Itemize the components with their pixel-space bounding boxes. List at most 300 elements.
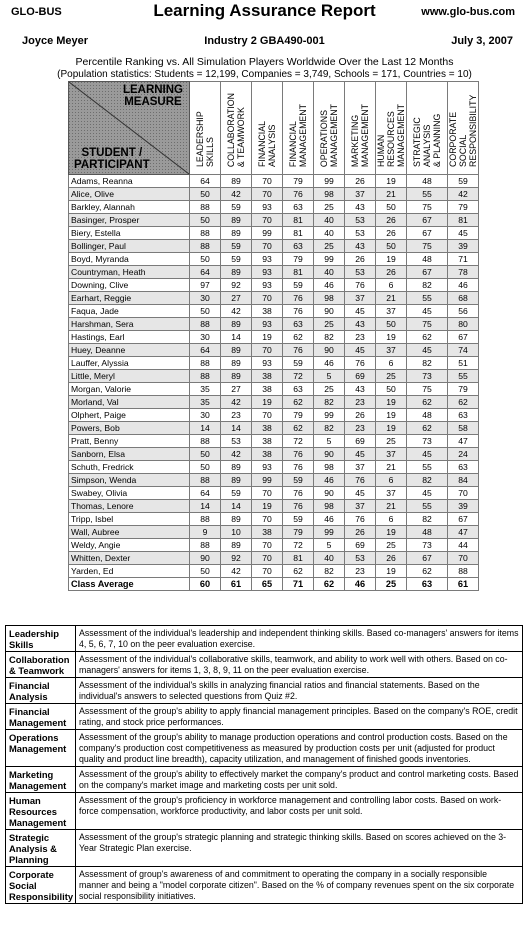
percentile-cell: 89 — [221, 318, 252, 331]
percentile-cell: 88 — [190, 513, 221, 526]
percentile-cell: 70 — [252, 513, 283, 526]
table-row — [69, 201, 479, 214]
percentile-cell: 90 — [314, 487, 345, 500]
percentile-cell: 42 — [221, 448, 252, 461]
measure-column-header — [221, 82, 252, 175]
percentile-cell: 46 — [314, 357, 345, 370]
percentile-cell: 38 — [252, 526, 283, 539]
percentile-cell: 21 — [376, 292, 407, 305]
percentile-cell: 82 — [314, 565, 345, 578]
percentile-cell: 53 — [345, 214, 376, 227]
percentile-cell: 30 — [190, 409, 221, 422]
percentile-cell: 67 — [448, 513, 479, 526]
participant-name: Lauffer, Alyssia — [69, 357, 190, 370]
percentile-cell: 43 — [345, 318, 376, 331]
definition-term: Human Resources Management — [6, 793, 76, 830]
percentile-cell: 19 — [376, 409, 407, 422]
table-row — [69, 292, 479, 305]
percentile-cell: 82 — [314, 422, 345, 435]
class-average-cell: 61 — [221, 578, 252, 591]
percentile-cell: 25 — [314, 240, 345, 253]
percentile-cell: 14 — [190, 422, 221, 435]
percentile-cell: 93 — [252, 253, 283, 266]
corner-student-label — [74, 147, 150, 171]
percentile-cell: 62 — [407, 331, 448, 344]
percentile-cell: 48 — [407, 253, 448, 266]
percentile-cell: 39 — [448, 500, 479, 513]
percentile-cell: 25 — [314, 201, 345, 214]
measure-label-line: STRATEGIC ANALYSIS — [412, 117, 432, 167]
percentile-cell: 81 — [283, 266, 314, 279]
percentile-cell: 37 — [345, 292, 376, 305]
participant-name: Thomas, Lenore — [69, 500, 190, 513]
measure-column-label — [226, 89, 246, 171]
measure-column-header — [448, 82, 479, 175]
class-average-cell: 25 — [376, 578, 407, 591]
percentile-cell: 47 — [448, 435, 479, 448]
percentile-cell: 5 — [314, 539, 345, 552]
percentile-cell: 45 — [345, 487, 376, 500]
table-row — [69, 487, 479, 500]
percentile-cell: 90 — [314, 344, 345, 357]
percentile-cell: 50 — [190, 305, 221, 318]
percentile-cell: 14 — [221, 422, 252, 435]
percentile-cell: 70 — [252, 175, 283, 188]
percentile-cell: 82 — [407, 357, 448, 370]
participant-name: Swabey, Olivia — [69, 487, 190, 500]
measure-column-label — [195, 79, 215, 171]
percentile-cell: 67 — [407, 227, 448, 240]
percentile-cell: 42 — [448, 188, 479, 201]
corner-student-line: STUDENT / — [81, 147, 143, 159]
percentile-cell: 63 — [283, 201, 314, 214]
participant-name: Weldy, Angie — [69, 539, 190, 552]
percentile-cell: 37 — [345, 188, 376, 201]
percentile-cell: 88 — [190, 370, 221, 383]
corner-measure-label — [123, 84, 183, 108]
percentile-cell: 70 — [252, 487, 283, 500]
measure-column-header — [345, 82, 376, 175]
definition-term: Collaboration & Teamwork — [6, 652, 76, 678]
percentile-cell: 62 — [283, 422, 314, 435]
measure-column-label — [448, 79, 478, 171]
percentile-cell: 70 — [252, 240, 283, 253]
percentile-cell: 55 — [407, 188, 448, 201]
definition-term: Corporate Social Responsibility — [6, 867, 76, 904]
percentile-cell: 19 — [376, 526, 407, 539]
brand-name: GLO-BUS — [11, 6, 62, 18]
percentile-cell: 70 — [252, 565, 283, 578]
table-row — [69, 422, 479, 435]
percentile-cell: 19 — [376, 175, 407, 188]
percentile-cell: 93 — [252, 266, 283, 279]
percentile-cell: 6 — [376, 513, 407, 526]
measure-column-header — [407, 82, 448, 175]
measure-column-label — [257, 117, 277, 171]
participant-name: Morgan, Valorie — [69, 383, 190, 396]
measure-label-line: FINANCIAL — [288, 121, 298, 167]
percentile-cell: 26 — [345, 253, 376, 266]
definitions-body — [6, 626, 523, 904]
percentile-cell: 19 — [376, 565, 407, 578]
percentile-cell: 50 — [190, 461, 221, 474]
table-row — [69, 240, 479, 253]
measure-label-line: COLLABORATION — [226, 92, 236, 167]
percentile-cell: 62 — [283, 565, 314, 578]
percentile-cell: 76 — [345, 474, 376, 487]
percentile-cell: 88 — [190, 318, 221, 331]
percentile-cell: 88 — [190, 435, 221, 448]
percentile-cell: 70 — [252, 409, 283, 422]
percentile-cell: 73 — [407, 435, 448, 448]
definition-row — [6, 793, 523, 830]
definition-text: Assessment of the group's strategic planning and strategic thinking skills. Based on scores achieved on the 3-Year Strategic Plan exercise. — [76, 830, 523, 867]
participant-name: Biery, Estella — [69, 227, 190, 240]
percentile-cell: 53 — [345, 266, 376, 279]
percentile-cell: 78 — [448, 266, 479, 279]
percentile-cell: 70 — [252, 214, 283, 227]
definitions-table — [5, 625, 523, 904]
measure-column-header — [314, 82, 345, 175]
percentile-cell: 45 — [345, 448, 376, 461]
percentile-cell: 44 — [448, 539, 479, 552]
percentile-cell: 63 — [448, 461, 479, 474]
percentile-cell: 42 — [221, 305, 252, 318]
percentile-cell: 70 — [252, 344, 283, 357]
percentile-cell: 40 — [314, 214, 345, 227]
percentile-cell: 76 — [283, 344, 314, 357]
percentile-cell: 82 — [407, 279, 448, 292]
percentile-cell: 25 — [314, 318, 345, 331]
percentile-cell: 53 — [345, 227, 376, 240]
percentile-cell: 63 — [448, 409, 479, 422]
participant-name: Tripp, Isbel — [69, 513, 190, 526]
definition-row — [6, 830, 523, 867]
percentile-cell: 82 — [407, 513, 448, 526]
percentile-cell: 98 — [314, 188, 345, 201]
percentile-cell: 92 — [221, 279, 252, 292]
percentile-cell: 10 — [221, 526, 252, 539]
percentile-cell: 93 — [252, 201, 283, 214]
percentile-cell: 14 — [190, 500, 221, 513]
percentile-cell: 55 — [448, 370, 479, 383]
percentile-cell: 82 — [314, 396, 345, 409]
percentile-cell: 26 — [376, 214, 407, 227]
percentile-cell: 76 — [283, 448, 314, 461]
table-corner-header — [69, 82, 190, 175]
percentile-cell: 73 — [407, 370, 448, 383]
class-average-cell: 60 — [190, 578, 221, 591]
participant-name: Bollinger, Paul — [69, 240, 190, 253]
percentile-cell: 70 — [252, 292, 283, 305]
percentile-cell: 6 — [376, 279, 407, 292]
percentile-cell: 59 — [448, 175, 479, 188]
percentile-cell: 27 — [221, 383, 252, 396]
percentile-cell: 43 — [345, 240, 376, 253]
table-row — [69, 357, 479, 370]
percentile-cell: 76 — [283, 461, 314, 474]
percentile-cell: 89 — [221, 513, 252, 526]
percentile-cell: 90 — [190, 552, 221, 565]
percentile-cell: 79 — [283, 253, 314, 266]
website-url: www.glo-bus.com — [421, 6, 515, 18]
participant-name: Earhart, Reggie — [69, 292, 190, 305]
percentile-cell: 89 — [221, 474, 252, 487]
table-row — [69, 175, 479, 188]
percentile-cell: 72 — [283, 435, 314, 448]
percentile-cell: 75 — [407, 383, 448, 396]
definition-term: Leadership Skills — [6, 626, 76, 652]
participant-name: Olphert, Paige — [69, 409, 190, 422]
participant-name: Adams, Reanna — [69, 175, 190, 188]
class-average-cell: 46 — [345, 578, 376, 591]
percentile-cell: 37 — [376, 344, 407, 357]
participant-name: Boyd, Myranda — [69, 253, 190, 266]
percentile-cell: 53 — [345, 552, 376, 565]
percentile-cell: 82 — [407, 474, 448, 487]
percentile-cell: 62 — [283, 331, 314, 344]
percentile-cell: 25 — [314, 383, 345, 396]
ranking-table — [68, 81, 479, 591]
measure-label-line: MANAGEMENT — [298, 103, 308, 167]
percentile-cell: 93 — [252, 461, 283, 474]
percentile-cell: 37 — [376, 487, 407, 500]
percentile-cell: 69 — [345, 539, 376, 552]
table-row — [69, 474, 479, 487]
percentile-cell: 26 — [345, 175, 376, 188]
percentile-cell: 59 — [283, 357, 314, 370]
percentile-cell: 46 — [314, 474, 345, 487]
measure-label-line: MANAGEMENT — [329, 103, 339, 167]
percentile-cell: 50 — [190, 188, 221, 201]
percentile-cell: 23 — [345, 565, 376, 578]
percentile-cell: 81 — [283, 214, 314, 227]
percentile-cell: 79 — [283, 175, 314, 188]
percentile-cell: 88 — [190, 474, 221, 487]
percentile-cell: 46 — [314, 279, 345, 292]
percentile-cell: 19 — [376, 253, 407, 266]
measure-column-label — [288, 100, 308, 171]
percentile-cell: 43 — [345, 201, 376, 214]
percentile-cell: 37 — [376, 448, 407, 461]
industry-label: Industry 2 GBA490-001 — [204, 35, 325, 47]
percentile-cell: 50 — [376, 240, 407, 253]
percentile-cell: 42 — [221, 396, 252, 409]
participant-name: Basinger, Prosper — [69, 214, 190, 227]
corner-measure-line: LEARNING — [122, 84, 183, 96]
percentile-cell: 59 — [221, 240, 252, 253]
percentile-cell: 70 — [252, 552, 283, 565]
percentile-cell: 45 — [407, 305, 448, 318]
percentile-cell: 43 — [345, 383, 376, 396]
percentile-cell: 56 — [448, 305, 479, 318]
table-row — [69, 188, 479, 201]
definition-term: Operations Management — [6, 730, 76, 767]
definition-row — [6, 767, 523, 793]
percentile-cell: 27 — [221, 292, 252, 305]
percentile-cell: 98 — [314, 461, 345, 474]
table-row — [69, 461, 479, 474]
percentile-cell: 50 — [190, 448, 221, 461]
measure-column-label — [319, 100, 339, 171]
population-stats: (Population statistics: Students = 12,199, Companies = 3,749, Schools = 171, Countries = 10) — [57, 69, 472, 80]
percentile-cell: 64 — [190, 487, 221, 500]
participant-name: Sanborn, Elsa — [69, 448, 190, 461]
percentile-cell: 45 — [345, 305, 376, 318]
class-average-cell: 62 — [314, 578, 345, 591]
participant-name: Powers, Bob — [69, 422, 190, 435]
table-row — [69, 448, 479, 461]
percentile-cell: 45 — [345, 344, 376, 357]
percentile-cell: 89 — [221, 227, 252, 240]
percentile-cell: 38 — [252, 383, 283, 396]
percentile-cell: 89 — [221, 344, 252, 357]
percentile-cell: 88 — [190, 227, 221, 240]
percentile-cell: 90 — [314, 305, 345, 318]
percentile-cell: 38 — [252, 448, 283, 461]
percentile-cell: 88 — [190, 240, 221, 253]
percentile-cell: 93 — [252, 357, 283, 370]
table-body — [69, 175, 479, 591]
percentile-cell: 68 — [448, 292, 479, 305]
percentile-cell: 62 — [448, 396, 479, 409]
percentile-cell: 50 — [376, 383, 407, 396]
percentile-cell: 80 — [448, 318, 479, 331]
participant-name: Hastings, Earl — [69, 331, 190, 344]
measure-column-label — [350, 100, 370, 171]
percentile-cell: 46 — [448, 279, 479, 292]
measure-column-header — [376, 82, 407, 175]
table-row — [69, 409, 479, 422]
percentile-cell: 82 — [314, 331, 345, 344]
percentile-cell: 53 — [221, 435, 252, 448]
table-header-row — [69, 82, 479, 175]
percentile-cell: 67 — [407, 214, 448, 227]
participant-name: Pratt, Benny — [69, 435, 190, 448]
percentile-cell: 40 — [314, 552, 345, 565]
table-row — [69, 513, 479, 526]
percentile-cell: 25 — [376, 435, 407, 448]
percentile-cell: 39 — [448, 240, 479, 253]
measure-column-label — [412, 79, 442, 171]
table-row — [69, 396, 479, 409]
table-row — [69, 552, 479, 565]
percentile-cell: 76 — [283, 500, 314, 513]
percentile-cell: 99 — [252, 227, 283, 240]
percentile-cell: 59 — [283, 279, 314, 292]
percentile-cell: 48 — [407, 175, 448, 188]
corner-student-line: PARTICIPANT — [74, 159, 150, 171]
percentile-cell: 89 — [221, 214, 252, 227]
percentile-cell: 6 — [376, 357, 407, 370]
participant-name: Wall, Aubree — [69, 526, 190, 539]
participant-name: Downing, Clive — [69, 279, 190, 292]
percentile-cell: 62 — [407, 422, 448, 435]
measure-label-line: LEADERSHIP SKILLS — [195, 111, 215, 167]
percentile-cell: 90 — [314, 448, 345, 461]
percentile-cell: 55 — [407, 461, 448, 474]
percentile-cell: 76 — [283, 487, 314, 500]
percentile-cell: 23 — [221, 409, 252, 422]
percentile-cell: 62 — [407, 565, 448, 578]
percentile-cell: 6 — [376, 474, 407, 487]
report-date: July 3, 2007 — [451, 35, 513, 47]
percentile-cell: 89 — [221, 266, 252, 279]
measure-label-line: FINANCIAL — [257, 121, 267, 167]
participant-name: Yarden, Ed — [69, 565, 190, 578]
definition-text: Assessment of the group's proficiency in workforce management and controlling labor costs. Based on work-force compensation, workforce productivity, and labor costs per unit sold. — [76, 793, 523, 830]
measure-label-line: OPERATIONS — [319, 109, 329, 167]
percentile-cell: 50 — [190, 253, 221, 266]
percentile-cell: 67 — [407, 266, 448, 279]
percentile-cell: 21 — [376, 188, 407, 201]
definition-term: Strategic Analysis & Planning — [6, 830, 76, 867]
percentile-cell: 59 — [221, 487, 252, 500]
percentile-cell: 81 — [283, 227, 314, 240]
definition-row — [6, 652, 523, 678]
definition-row — [6, 626, 523, 652]
corner-measure-line: MEASURE — [124, 96, 182, 108]
percentile-cell: 64 — [190, 266, 221, 279]
percentile-cell: 48 — [407, 409, 448, 422]
percentile-cell: 19 — [252, 331, 283, 344]
percentile-cell: 19 — [252, 500, 283, 513]
measure-column-header — [252, 82, 283, 175]
percentile-cell: 50 — [376, 201, 407, 214]
percentile-cell: 19 — [376, 396, 407, 409]
measure-label-line: & TEAMWORK — [236, 107, 246, 167]
definition-term: Financial Analysis — [6, 678, 76, 704]
measure-column-header — [283, 82, 314, 175]
measure-label-line: RESPONSIBILITY — [468, 94, 478, 167]
percentile-cell: 93 — [252, 318, 283, 331]
percentile-cell: 98 — [314, 292, 345, 305]
measure-column-header — [190, 82, 221, 175]
percentile-cell: 76 — [283, 292, 314, 305]
percentile-cell: 25 — [376, 539, 407, 552]
measure-label-line: CORPORATE SOCIAL — [448, 111, 468, 167]
participant-name: Morland, Val — [69, 396, 190, 409]
percentile-cell: 50 — [190, 565, 221, 578]
definition-text: Assessment of the individual's collaborative skills, teamwork, and ability to work well with others. Based on co-managers' answers for items 1, 3, 8, 9, 11 on the peer evaluation exercise. — [76, 652, 523, 678]
percentile-cell: 63 — [283, 240, 314, 253]
class-average-row — [69, 578, 479, 591]
definition-row — [6, 867, 523, 904]
percentile-cell: 26 — [345, 526, 376, 539]
percentile-cell: 84 — [448, 474, 479, 487]
percentile-cell: 35 — [190, 396, 221, 409]
measure-label-line: & PLANNING — [432, 113, 442, 167]
definition-text: Assessment of the individual's skills in analyzing financial ratios and financial statements. Based on the individual's answers to selected questions from Quiz #2. — [76, 678, 523, 704]
percentile-cell: 79 — [448, 383, 479, 396]
percentile-cell: 46 — [314, 513, 345, 526]
percentile-cell: 26 — [376, 227, 407, 240]
participant-name: Little, Meryl — [69, 370, 190, 383]
table-row — [69, 331, 479, 344]
report-subtitle: Percentile Ranking vs. All Simulation Players Worldwide Over the Last 12 Months — [75, 56, 454, 68]
percentile-cell: 98 — [314, 500, 345, 513]
measure-label-line: MARKETING — [350, 114, 360, 167]
measure-column-label — [376, 79, 406, 171]
percentile-cell: 21 — [376, 500, 407, 513]
table-row — [69, 305, 479, 318]
percentile-cell: 99 — [314, 526, 345, 539]
table-row — [69, 253, 479, 266]
percentile-cell: 70 — [252, 539, 283, 552]
percentile-cell: 50 — [190, 214, 221, 227]
percentile-cell: 48 — [407, 526, 448, 539]
percentile-cell: 89 — [221, 539, 252, 552]
